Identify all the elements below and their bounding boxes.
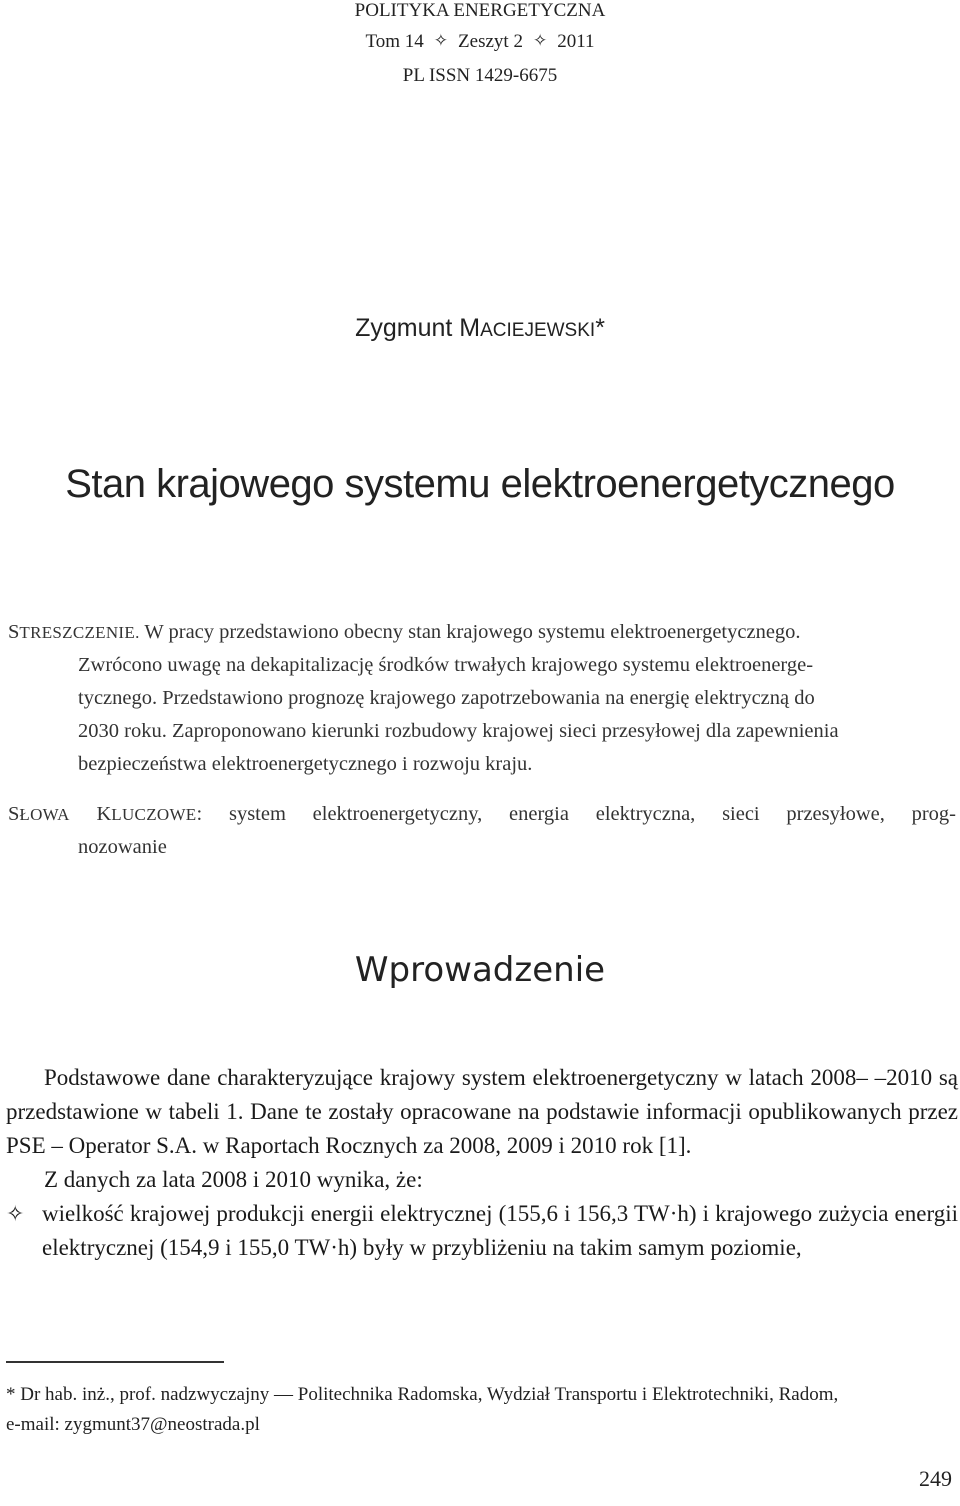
keywords-text: system elektroenergetyczny, energia elektryczna, sieci przesyłowe, prog-: [228, 803, 957, 825]
abstract: [8, 616, 956, 781]
year-label: 2011: [557, 31, 595, 52]
section-heading: Wprowadzenie: [354, 950, 606, 990]
abstract-line: Zwrócono uwagę na dekapitalizację środków trwałych krajowego systemu elektroenerge-: [78, 654, 814, 676]
abstract-label: STRESZCZENIE.: [8, 621, 140, 643]
journal-name: POLITYKA ENERGETYCZNA: [354, 0, 606, 21]
volume-label: Tom 14: [365, 31, 424, 52]
list-item: ✧ wielkość krajowej produkcji energii elektrycznej (155,6 i 156,3 TW·h) i krajowego zużycia energii elektrycznej (154,9 i 155,0 TW·h) były w przybliżeniu na takim samym poziomie,: [6, 1197, 958, 1265]
keywords-continuation: nozowanie: [78, 836, 167, 858]
footnote-email: e-mail: zygmunt37@neostrada.pl: [6, 1414, 260, 1435]
footnote-line: * Dr hab. inż., prof. nadzwyczajny — Politechnika Radomska, Wydział Transportu i Elektrotechniki, Radom,: [6, 1384, 839, 1405]
author-footnote-mark: *: [595, 314, 605, 342]
issue-label: Zeszyt 2: [458, 31, 523, 52]
abstract-line: 2030 roku. Zaproponowano kierunki rozbudowy krajowej sieci przesyłowej dla zapewnienia: [78, 720, 839, 742]
diamond-star-icon: ✧: [433, 31, 449, 50]
keywords-label: SŁOWA KLUCZOWE:: [8, 803, 203, 825]
keywords-line: [8, 798, 956, 831]
author-name: [0, 314, 960, 343]
abstract-line: STRESZCZENIE. W pracy przedstawiono obecny stan krajowego systemu elektroenergetycznego.: [8, 621, 801, 643]
page-number: 249: [919, 1466, 952, 1491]
author-last-name: MACIEJEWSKI: [459, 314, 596, 342]
abstract-line: bezpieczeństwa elektroenergetycznego i rozwoju kraju.: [78, 753, 533, 775]
issn-label: PL ISSN 1429-6675: [402, 65, 558, 86]
paper-title: Stan krajowego systemu elektroenergetycznego: [65, 462, 895, 506]
author-first-name: Zygmunt: [355, 314, 453, 342]
journal-issue-line: [0, 31, 960, 53]
footnote-divider: [6, 1361, 224, 1363]
abstract-line: tycznego. Przedstawiono prognozę krajowego zapotrzebowania na energię elektryczną do: [78, 687, 815, 709]
paragraph: Z danych za lata 2008 i 2010 wynika, że:: [44, 1167, 423, 1192]
diamond-star-icon: ✧: [532, 31, 548, 50]
body-text: [6, 1061, 958, 1265]
paragraph: Podstawowe dane charakteryzujące krajowy system elektroenergetyczny w latach 2008– –2010 są przedstawione w tabeli 1. Dane te zostały opracowane na podstawie informacji opublikowanych przez PSE – Operator S.A. w Raportach Rocznych za 2008, 2009 i 2010 rok [1].: [6, 1065, 958, 1158]
footnote: [6, 1380, 960, 1440]
diamond-star-icon: ✧: [6, 1201, 25, 1226]
